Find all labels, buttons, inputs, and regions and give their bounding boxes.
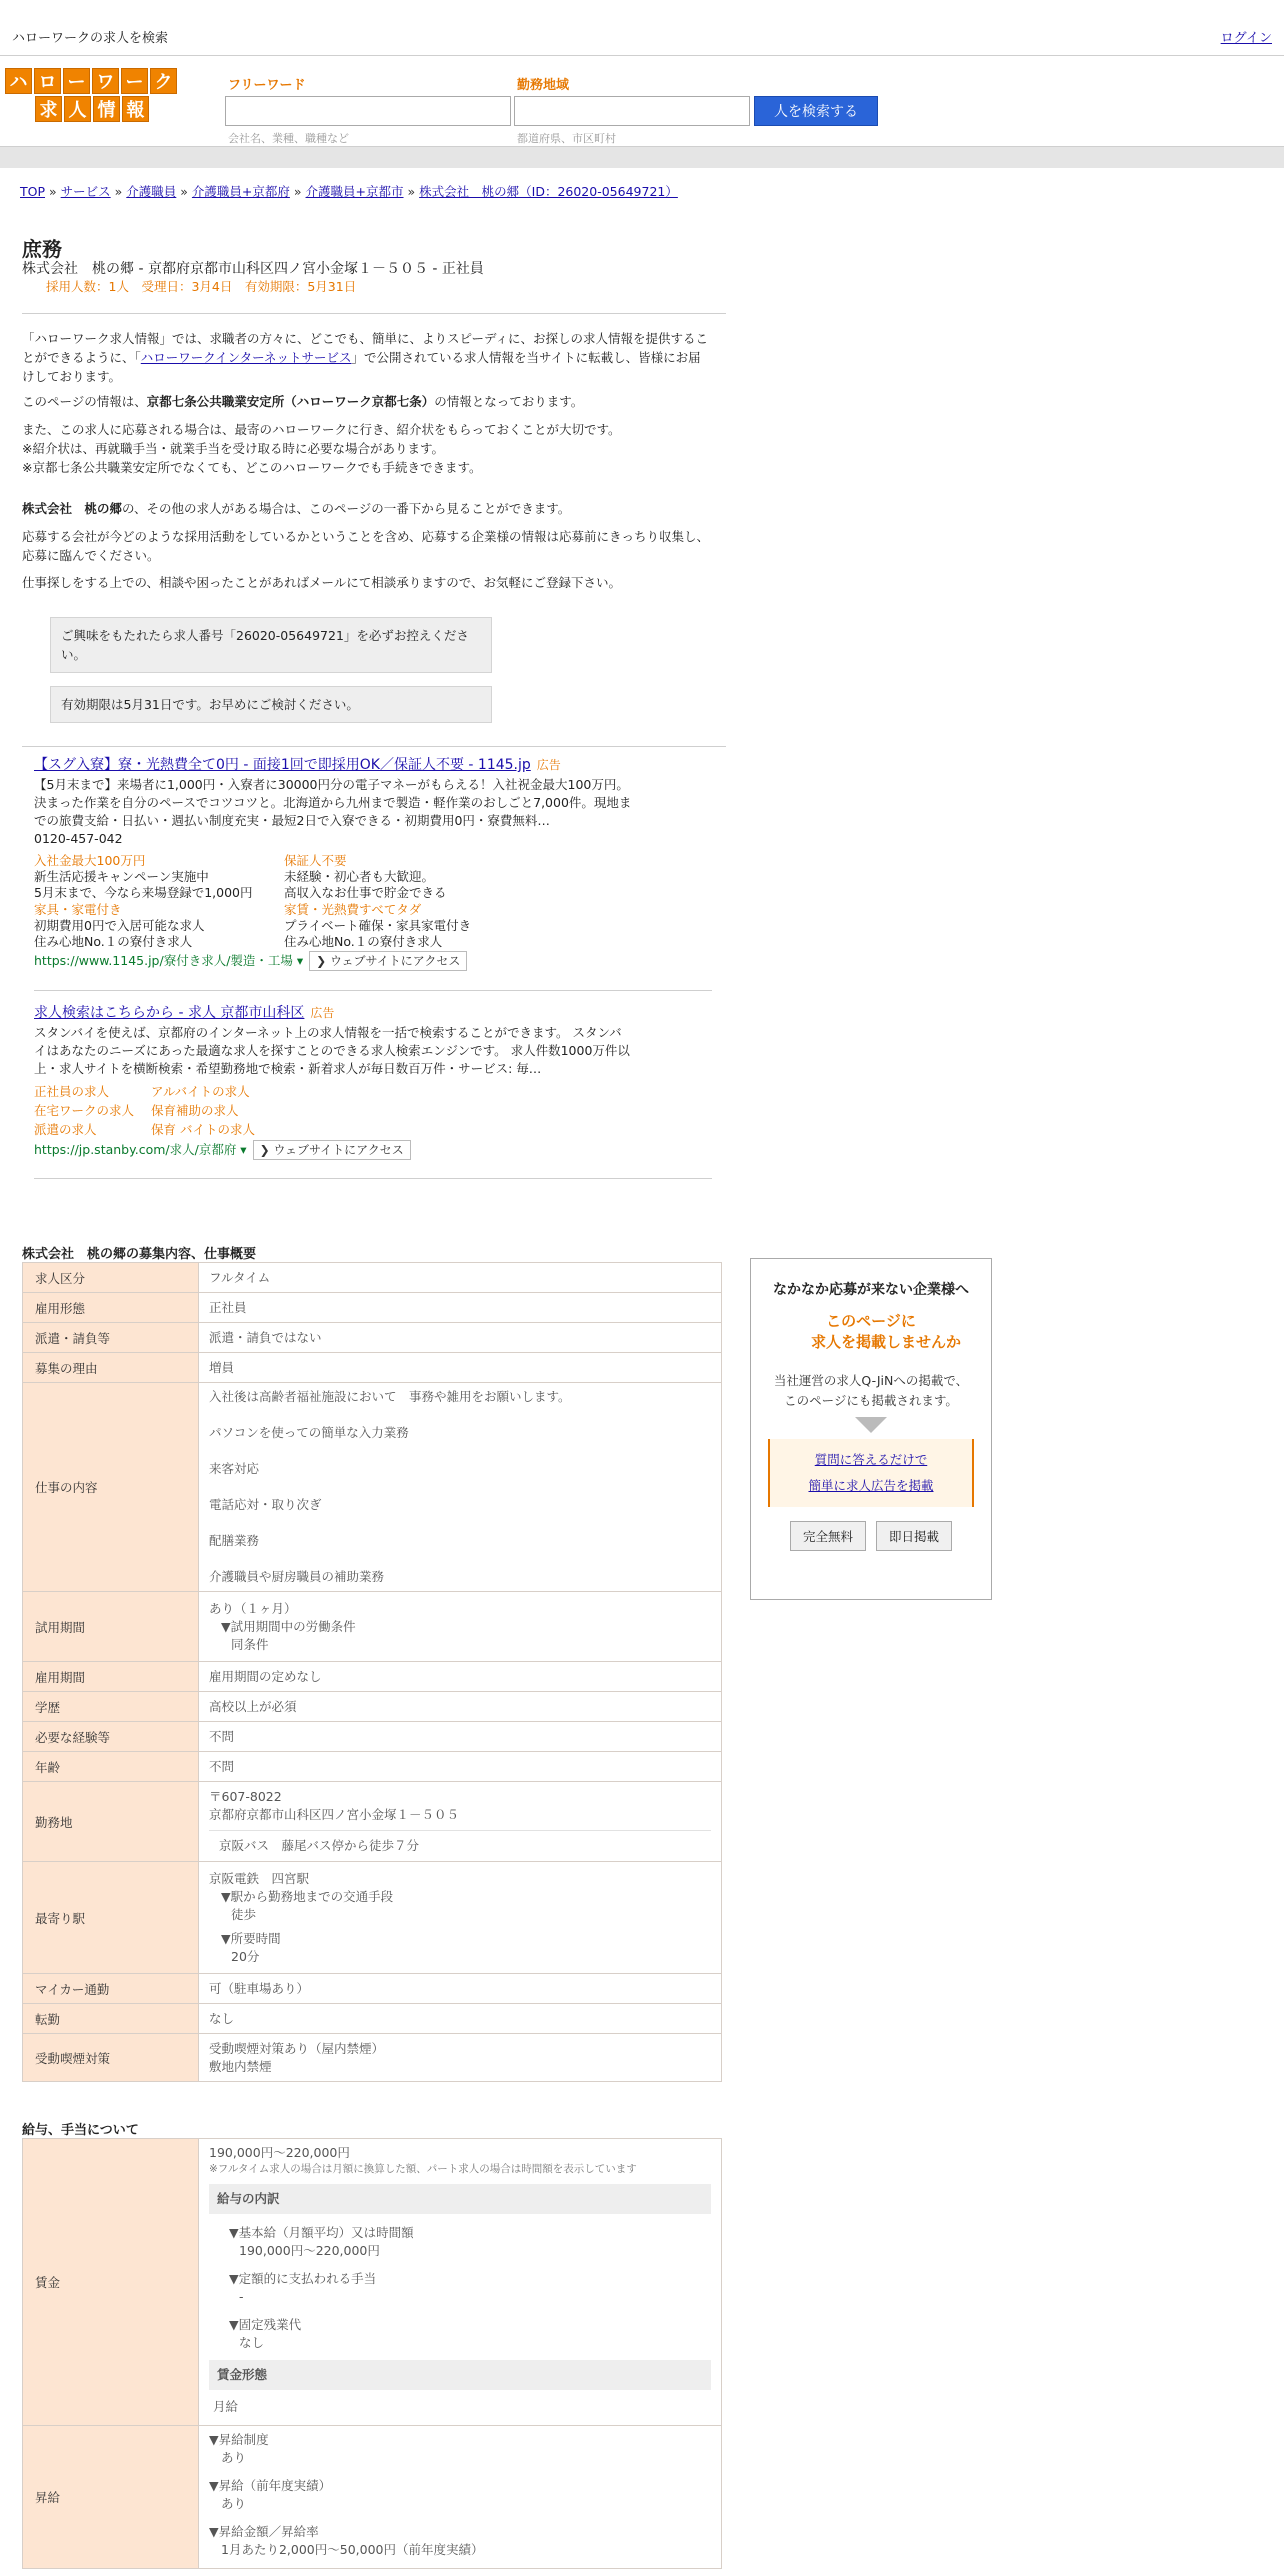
work-line: 電話応対・取り次ぎ	[209, 1497, 322, 1512]
ad-link[interactable]: 保育補助の求人	[151, 1103, 239, 1118]
wage-note: ※フルタイム求人の場合は月額に換算した額、パート求人の場合は時間額を表示しています	[209, 2163, 637, 2175]
row-value: フルタイム	[199, 1263, 722, 1293]
row-label: 賃金	[23, 2139, 199, 2426]
work-line: パソコンを使っての簡単な入力業務	[209, 1425, 409, 1440]
value-line: 京阪電鉄 四宮駅	[209, 1870, 310, 1886]
ad-sitelink[interactable]	[284, 853, 524, 901]
intro-paragraph: 仕事探しをする上での、相談や困ったことがあればメールにて相談承りますので、お気軽にご登録下さい。	[22, 575, 622, 590]
intro-text: ※京都七条公共職業安定所でなくても、どこのハローワークでも手続きできます。	[22, 460, 482, 475]
breadcrumb-link[interactable]: 介護職員+京都市	[305, 184, 404, 199]
promo-headline-line: このページに	[826, 1312, 916, 1330]
ad-sitelink-heading: 保証人不要	[284, 853, 347, 868]
row-label: 派遣・請負等	[23, 1323, 199, 1353]
intro-paragraph: 応募する会社が今どのような採用活動をしているかということを含め、応募する企業様の情報は応募前にきっちり収集し、応募に臨んでください。	[22, 529, 710, 563]
ad-description: 【5月末まで】来場者に1,000円・入寮者に30000円分の電子マネーがもらえる！入社祝金最大100万円。決まった作業を自分のペースでコツコツと。北海道から九州まで製造・軽作業のおしごと7,000件。現地までの旅費支給・日払い・週払い制度充実・最短2日で入寮できる・初期費用0円・寮費無料…	[34, 777, 632, 828]
promo-buttons	[751, 1521, 991, 1551]
ad-url[interactable]: https://www.1145.jp/寮付き求人/製造・工場 ▾	[34, 953, 304, 968]
breadcrumb-link[interactable]: 株式会社 桃の郷（ID：26020-05649721）	[419, 184, 678, 199]
ad-sitelink[interactable]	[34, 902, 274, 950]
salary-table	[22, 2138, 722, 2569]
table-row	[23, 1752, 722, 1782]
logo-char: 報	[122, 96, 149, 122]
ad-link[interactable]: 正社員の求人	[34, 1084, 110, 1099]
table-row	[23, 1293, 722, 1323]
ad-sitelink-heading: 入社金最大100万円	[34, 853, 146, 868]
free-word-label: フリーワード	[228, 78, 306, 93]
row-value	[199, 2034, 722, 2082]
row-value: 増員	[199, 1353, 722, 1383]
promo-title: なかなか応募が来ない企業様へ	[773, 1282, 969, 1298]
promo-link[interactable]: 簡単に求人広告を掲載	[808, 1478, 934, 1493]
value-line: ▼駅から勤務地までの交通手段	[221, 1888, 394, 1904]
ad-sitelink-line: 新生活応援キャンペーン実施中	[34, 869, 209, 884]
ad-title-link[interactable]: 【スグ入寮】寮・光熱費全て0円 - 面接1回で即採用OK／保証人不要 - 1145.jp	[34, 757, 531, 773]
divider	[34, 1178, 712, 1179]
breakdown-title: 給与の内訳	[209, 2184, 711, 2214]
area-label: 勤務地域	[517, 78, 570, 93]
breadcrumb-link[interactable]: 介護職員	[126, 184, 177, 199]
promo-text-line: このページにも掲載されます。	[784, 1393, 958, 1408]
table-row	[23, 1662, 722, 1692]
intro-paragraph	[22, 329, 712, 386]
logo-char: 人	[64, 96, 91, 122]
value-line: 受動喫煙対策あり（屋内禁煙）	[209, 2040, 385, 2056]
logo-char: 求	[35, 96, 62, 122]
top-bar	[0, 0, 1284, 56]
ad-link-column	[151, 1082, 301, 1139]
value-line: ▼固定残業代	[229, 2317, 302, 2332]
free-button[interactable]: 完全無料	[790, 1521, 866, 1551]
value-line: ▼試用期間中の労働条件	[221, 1618, 356, 1634]
ad-badge: 広告	[536, 758, 561, 772]
notice-job-number: ご興味をもたれたら求人番号「26020-05649721」を必ずお控えください。	[50, 617, 492, 673]
promo-link-box	[768, 1439, 974, 1507]
job-subtitle: 株式会社 桃の郷 - 京都府京都市山科区四ノ宮小金塚１－５０５ - 正社員	[22, 261, 484, 277]
row-value	[199, 1782, 722, 1862]
ad-sitelink-line: プライベート確保・家具家電付き	[284, 918, 472, 933]
ad-sitelink-line: 初期費用0円で入居可能な求人	[34, 918, 205, 933]
row-value: なし	[199, 2004, 722, 2034]
logo-char: ク	[150, 68, 177, 94]
visit-website-button[interactable]: ❯ ウェブサイトにアクセス	[253, 1140, 411, 1160]
wage-form-title: 賃金形態	[209, 2360, 711, 2390]
ad-badge: 広告	[310, 1006, 335, 1020]
logo-char: ー	[121, 68, 148, 94]
postal-code: 〒607-8022	[209, 1789, 282, 1804]
value-line: ▼昇給制度	[209, 2432, 269, 2447]
ad-sitelink-heading: 家賃・光熱費すべてタダ	[284, 902, 422, 917]
ad-url[interactable]: https://jp.stanby.com/求人/京都府 ▾	[34, 1142, 247, 1157]
table-row	[23, 1862, 722, 1974]
row-label: 年齢	[23, 1752, 199, 1782]
details-section-title: 株式会社 桃の郷の募集内容、仕事概要	[22, 1247, 257, 1262]
down-arrow-icon	[855, 1417, 887, 1433]
divider	[22, 313, 726, 314]
row-value: 不問	[199, 1752, 722, 1782]
row-label: 求人区分	[23, 1263, 199, 1293]
breadcrumb-link[interactable]: サービス	[60, 184, 111, 199]
value-line: ▼定額的に支払われる手当	[229, 2271, 377, 2286]
ad-phone[interactable]: 0120-457-042	[34, 831, 123, 846]
ad-block	[34, 1004, 634, 1078]
salary-section-title: 給与、手当について	[22, 2123, 139, 2138]
row-value	[199, 1592, 722, 1662]
value-line: -	[239, 2289, 244, 2304]
breadcrumb-separator: »	[114, 184, 123, 199]
intro-text: 」で公開されている求人情報を当サイトに転載し、皆様にお届けしております。	[22, 350, 701, 384]
breadcrumb-link[interactable]: 介護職員+京都府	[191, 184, 290, 199]
row-label: 試用期間	[23, 1592, 199, 1662]
ad-sitelink-line: 住み心地No.１の寮付き求人	[284, 934, 443, 949]
office-name: 京都七条公共職業安定所（ハローワーク京都七条）	[146, 394, 435, 409]
logo-char: 情	[93, 96, 120, 122]
table-row	[23, 1974, 722, 2004]
table-row	[23, 2034, 722, 2082]
value-line: あり（１ヶ月）	[209, 1600, 297, 1616]
intro-paragraph	[22, 499, 712, 518]
ad-sitelink-line: 高収入なお仕事で貯金できる	[284, 885, 447, 900]
work-line: 入社後は高齢者福祉施設において 事務や雑用をお願いします。	[209, 1389, 571, 1404]
ad-sitelink-line: 未経験・初心者も大歓迎。	[284, 869, 435, 884]
intro-text: また、この求人に応募される場合は、最寄のハローワークに行き、紹介状をもらっておくことが大切です。	[22, 422, 621, 437]
row-value: 可（駐車場あり）	[199, 1974, 722, 2004]
row-value: 派遣・請負ではない	[199, 1323, 722, 1353]
divider	[22, 746, 726, 747]
ad-link[interactable]: アルバイトの求人	[151, 1084, 250, 1099]
logo-char: ワ	[92, 68, 119, 94]
logo-char: ハ	[5, 68, 32, 94]
logo-char: ロ	[34, 68, 61, 94]
table-row	[23, 1323, 722, 1353]
ad-link[interactable]: 在宅ワークの求人	[34, 1103, 135, 1118]
value-line: あり	[221, 2496, 247, 2511]
area-input[interactable]	[514, 96, 750, 126]
value-line: ▼昇給金額／昇給率	[209, 2524, 319, 2539]
ad-sitelink[interactable]	[34, 853, 274, 901]
promo-headline	[751, 1311, 991, 1353]
promo-link[interactable]: 質問に答えるだけで	[814, 1452, 928, 1467]
same-day-button[interactable]: 即日掲載	[876, 1521, 952, 1551]
value-line: なし	[239, 2335, 265, 2350]
ad-url-row	[34, 1140, 634, 1160]
row-value	[199, 1862, 722, 1974]
address: 京都府京都市山科区四ノ宮小金塚１－５０５	[209, 1807, 460, 1822]
value-line: 月給	[213, 2399, 239, 2414]
row-label: 転勤	[23, 2004, 199, 2034]
row-label: マイカー通勤	[23, 1974, 199, 2004]
ad-description: スタンバイを使えば、京都府のインターネット上の求人情報を一括で検索することができます。 スタンバイはあなたのニーズにあった最適な求人を探すことのできる求人検索エンジンです。 求人件数1000万件以上・求人サイトを横断検索・希望勤務地で検索・新着求人が毎日数百万件・サービス: 毎…	[34, 1025, 630, 1076]
login-link[interactable]: ログイン	[1220, 31, 1272, 46]
ad-url-row	[34, 951, 634, 971]
free-word-input[interactable]	[225, 96, 511, 126]
promo-sidebar	[750, 1258, 992, 1600]
row-label: 募集の理由	[23, 1353, 199, 1383]
table-row	[23, 1353, 722, 1383]
table-row	[23, 1263, 722, 1293]
row-value	[199, 2426, 722, 2569]
row-value: 高校以上が必須	[199, 1692, 722, 1722]
row-value	[199, 2139, 722, 2426]
notice-expiry: 有効期限は5月31日です。お早めにご検討ください。	[50, 686, 492, 723]
row-value	[199, 1383, 722, 1592]
job-meta: 採用人数：1人 受理日：3月4日 有効期限：5月31日	[46, 279, 357, 294]
access-note: 京阪バス 藤尾バス停から徒歩７分	[209, 1830, 711, 1855]
intro-text: の、その他の求人がある場合は、このページの一番下から見ることができます。	[122, 501, 571, 516]
breadcrumb-separator: »	[293, 184, 302, 199]
promo-text-line: 当社運営の求人Q-JiNへの掲載で、	[773, 1373, 969, 1388]
table-row	[23, 1722, 722, 1752]
row-value: 雇用期間の定めなし	[199, 1662, 722, 1692]
company-name: 株式会社 桃の郷	[22, 501, 123, 516]
intro-text: このページの情報は、	[22, 394, 147, 409]
ad-link[interactable]: 派遣の求人	[34, 1122, 97, 1137]
hellowork-logo[interactable]	[5, 68, 181, 124]
row-label: 学歴	[23, 1692, 199, 1722]
value-line: ▼昇給（前年度実績）	[209, 2478, 332, 2493]
promo-headline-line: 求人を掲載しませんか	[810, 1333, 961, 1351]
row-label: 昇給	[23, 2426, 199, 2569]
wage-range: 190,000円〜220,000円	[209, 2145, 350, 2160]
ad-title-link[interactable]: 求人検索はこちらから - 求人 京都市山科区	[34, 1005, 305, 1021]
row-label: 雇用形態	[23, 1293, 199, 1323]
intro-paragraph	[22, 392, 712, 411]
ad-block	[34, 756, 634, 848]
row-label: 仕事の内容	[23, 1383, 199, 1592]
value-line: あり	[221, 2450, 247, 2465]
ad-sitelink-line: 5月末まで、今なら来場登録で1,000円	[34, 885, 253, 900]
search-button[interactable]: 人を検索する	[754, 96, 878, 126]
free-word-hint: 会社名、業種、職種など	[228, 132, 349, 145]
row-label: 最寄り駅	[23, 1862, 199, 1974]
intro-text: の情報となっております。	[434, 394, 584, 409]
row-label: 受動喫煙対策	[23, 2034, 199, 2082]
job-details-table	[22, 1262, 722, 2082]
table-row	[23, 1592, 722, 1662]
intro-paragraph	[22, 420, 712, 477]
ad-link-column	[34, 1082, 154, 1139]
ad-link[interactable]: 保育 バイトの求人	[151, 1122, 255, 1137]
breadcrumb	[20, 182, 678, 200]
value-line: 敷地内禁煙	[209, 2058, 272, 2074]
value-line: 徒歩	[231, 1906, 257, 1922]
logo-char: ー	[63, 68, 90, 94]
job-title: 庶務	[22, 237, 62, 261]
row-label: 勤務地	[23, 1782, 199, 1862]
area-hint: 都道府県、市区町村	[517, 132, 616, 145]
divider	[34, 990, 712, 991]
intro-text: 「ハローワーク求人情報」では、求職者の方々に、どこでも、簡単に、よりスピーディに、お探しの求人情報を提供することができるように、「	[22, 331, 709, 365]
breadcrumb-separator: »	[49, 184, 57, 199]
ad-sitelink-heading: 家具・家電付き	[34, 902, 122, 917]
site-title: ハローワークの求人を検索	[12, 31, 169, 46]
hellowork-internet-link[interactable]: ハローワークインターネットサービス	[140, 350, 352, 365]
work-line: 配膳業務	[209, 1533, 260, 1548]
row-value: 不問	[199, 1722, 722, 1752]
table-row	[23, 2004, 722, 2034]
value-line: ▼所要時間	[221, 1930, 281, 1946]
row-label: 必要な経験等	[23, 1722, 199, 1752]
row-value: 正社員	[199, 1293, 722, 1323]
breadcrumb-link[interactable]: TOP	[20, 184, 46, 199]
header-divider	[0, 146, 1284, 168]
work-line: 介護職員や厨房職員の補助業務	[209, 1569, 385, 1584]
table-row	[23, 1782, 722, 1862]
value-line: 190,000円〜220,000円	[239, 2243, 380, 2258]
value-line: 20分	[231, 1948, 260, 1964]
ad-sitelink-line: 住み心地No.１の寮付き求人	[34, 934, 193, 949]
intro-text: ※紹介状は、再就職手当・就業手当を受け取る時に必要な場合があります。	[22, 441, 444, 456]
table-row	[23, 1692, 722, 1722]
value-line: ▼基本給（月額平均）又は時間額	[229, 2225, 414, 2240]
promo-text	[751, 1371, 991, 1411]
work-line: 来客対応	[209, 1461, 260, 1476]
table-row	[23, 1383, 722, 1592]
ad-sitelink[interactable]	[284, 902, 524, 950]
table-row	[23, 2139, 722, 2426]
visit-website-button[interactable]: ❯ ウェブサイトにアクセス	[309, 951, 467, 971]
breadcrumb-separator: »	[407, 184, 416, 199]
value-line: 同条件	[231, 1636, 269, 1652]
breadcrumb-separator: »	[180, 184, 188, 199]
value-line: 1月あたり2,000円〜50,000円（前年度実績）	[221, 2542, 484, 2557]
row-label: 雇用期間	[23, 1662, 199, 1692]
table-row	[23, 2426, 722, 2569]
